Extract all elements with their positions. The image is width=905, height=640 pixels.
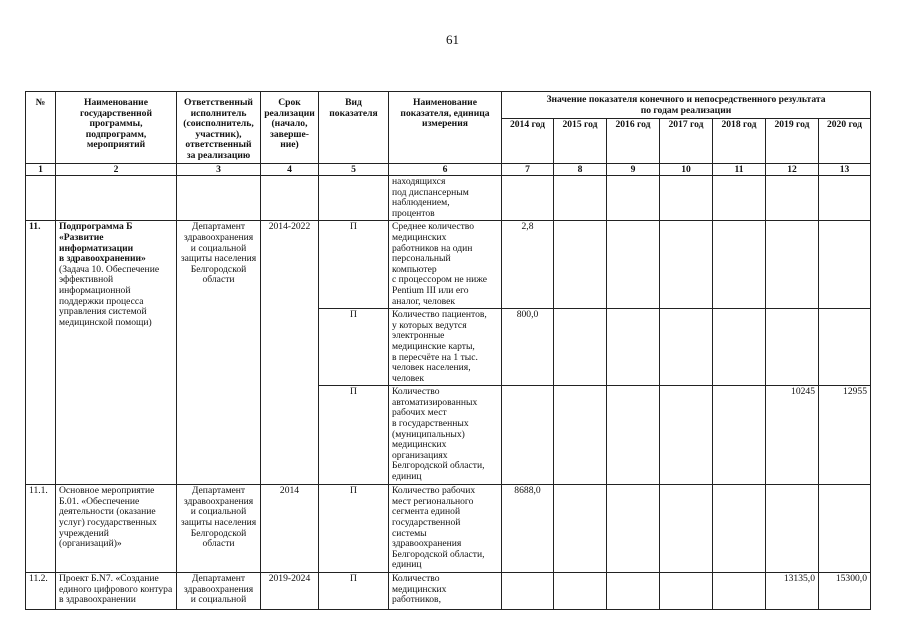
row-value [660,485,713,573]
row-value [713,573,766,610]
row-responsible [177,176,261,221]
row-value [607,309,660,386]
column-number: 8 [554,164,607,176]
row-term [261,176,319,221]
header-year: 2020 год [819,119,871,164]
row-type: П [319,309,389,386]
row-responsible: Департамент здравоохранения и социальной защиты населения Белгородской области [177,221,261,485]
row-value [766,176,819,221]
row-name [56,176,177,221]
column-number: 10 [660,164,713,176]
row-value [819,176,871,221]
column-number: 11 [713,164,766,176]
column-number: 3 [177,164,261,176]
header-year: 2015 год [554,119,607,164]
row-value [554,309,607,386]
header-year: 2018 год [713,119,766,164]
row-value [713,221,766,309]
row-value [766,485,819,573]
table-row [26,221,871,309]
row-value [502,176,554,221]
column-number: 4 [261,164,319,176]
row-responsible: Департамент здравоохранения и социальной защиты населения Белгородской области [177,485,261,573]
header-row-1 [26,92,871,119]
row-name: Основное мероприятие Б.01. «Обеспечение деятельности (оказание услуг) государственных учреждений (организаций)» [56,485,177,573]
row-value [713,176,766,221]
row-value [607,573,660,610]
row-value [607,221,660,309]
row-value [502,573,554,610]
row-value: 10245 [766,386,819,485]
row-value [819,221,871,309]
row-name-cell [56,221,177,485]
row-type: П [319,573,389,610]
row-value [819,485,871,573]
row-indicator: Среднее количество медицинских работников на один персональный компьютер с процессором не ниже Pentium III или его аналог, человек [389,221,502,309]
row-value [660,573,713,610]
row-value [660,221,713,309]
row-type [319,176,389,221]
row-value [660,386,713,485]
row-value [819,309,871,386]
row-value [607,176,660,221]
header-name: Наименование государственной программы, подпрограмм, мероприятий [56,92,177,164]
header-term: Срок реализации (начало, заверше- ние) [261,92,319,164]
row-value [607,485,660,573]
column-number: 6 [389,164,502,176]
column-numbers-row [26,164,871,176]
row-value [713,386,766,485]
row-term: 2019-2024 [261,573,319,610]
subprogram-task: (Задача 10. Обеспечение эффективной информационной поддержки процесса управления системой медицинской помощи) [59,263,160,328]
table-row [26,176,871,221]
row-no [26,176,56,221]
row-type: П [319,386,389,485]
row-value [554,386,607,485]
header-responsible: Ответственный исполнитель (соисполнитель, участник), ответственный за реализацию [177,92,261,164]
row-value [766,221,819,309]
row-value [766,309,819,386]
column-number: 7 [502,164,554,176]
row-value: 8688,0 [502,485,554,573]
column-number: 1 [26,164,56,176]
row-value: 800,0 [502,309,554,386]
subprogram-title: Подпрограмма Б «Развитие информатизации в здравоохранении» [59,221,146,265]
row-indicator: Количество медицинских работников, [389,573,502,610]
header-indicator: Наименование показателя, единица измерения [389,92,502,164]
header-year: 2014 год [502,119,554,164]
header-year: 2019 год [766,119,819,164]
row-value: 13135,0 [766,573,819,610]
row-type: П [319,485,389,573]
row-responsible: Департамент здравоохранения и социальной [177,573,261,610]
header-year: 2017 год [660,119,713,164]
row-value [554,485,607,573]
table-row [26,485,871,573]
row-value [502,386,554,485]
row-indicator: Количество пациентов, у которых ведутся электронные медицинские карты, в пересчёте на 1 тыс. человек населения, человек [389,309,502,386]
row-no: 11.2. [26,573,56,610]
row-value [554,176,607,221]
row-value: 12955 [819,386,871,485]
row-indicator: Количество рабочих мест регионального сегмента единой государственной системы здравоохранения Белгородской области, единиц [389,485,502,573]
row-no: 11. [26,221,56,485]
row-value [607,386,660,485]
page-number: 61 [446,32,459,47]
row-value [554,221,607,309]
row-value [554,573,607,610]
header-values-group: Значение показателя конечного и непосредственного результата по годам реализации [502,92,871,119]
header-type: Вид показателя [319,92,389,164]
row-value: 2,8 [502,221,554,309]
row-value: 15300,0 [819,573,871,610]
indicators-table [25,91,871,610]
row-type: П [319,221,389,309]
row-name: Проект Б.N7. «Создание единого цифрового контура в здравоохранении [56,573,177,610]
row-no: 11.1. [26,485,56,573]
column-number: 2 [56,164,177,176]
row-value [713,485,766,573]
row-value [660,309,713,386]
column-number: 13 [819,164,871,176]
row-term: 2014 [261,485,319,573]
table-row [26,573,871,610]
column-number: 5 [319,164,389,176]
header-no: № [26,92,56,164]
column-number: 12 [766,164,819,176]
column-number: 9 [607,164,660,176]
row-value [660,176,713,221]
row-value [713,309,766,386]
row-indicator: находящихся под диспансерным наблюдением, процентов [389,176,502,221]
row-term: 2014-2022 [261,221,319,485]
header-year: 2016 год [607,119,660,164]
row-indicator: Количество автоматизированных рабочих мест в государственных (муниципальных) медицинских организациях Белгородской области, единиц [389,386,502,485]
